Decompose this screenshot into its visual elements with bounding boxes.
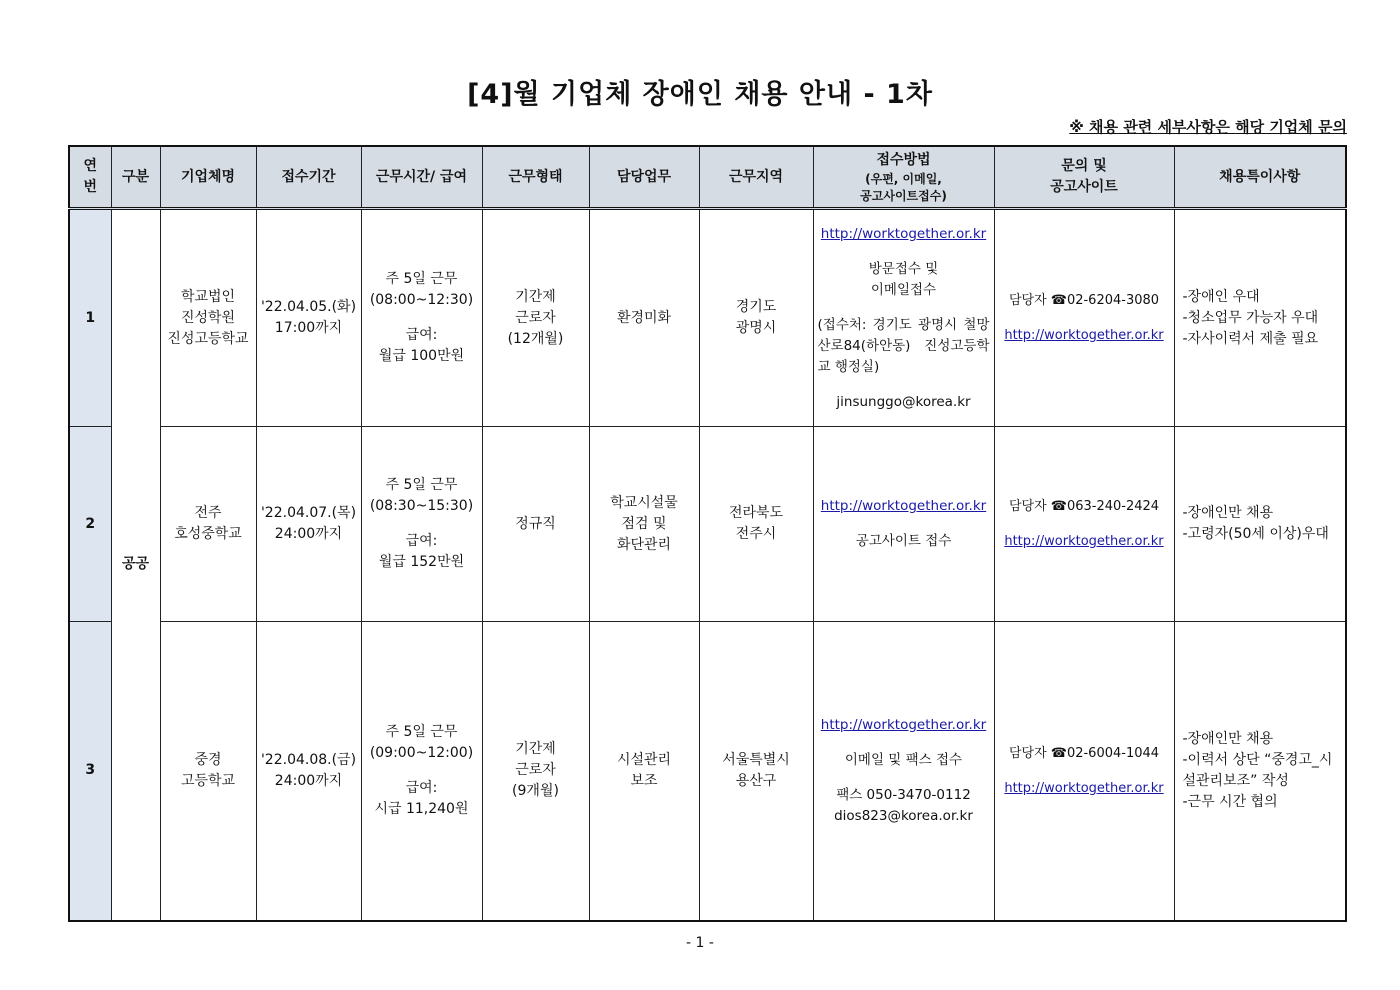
type-cell: 기간제 근로자 (12개월) (482, 209, 589, 427)
period-cell: '22.04.08.(금) 24:00까지 (256, 622, 361, 921)
special-item: -근무 시간 협의 (1182, 793, 1278, 810)
special-item: -장애인 우대 (1182, 288, 1260, 305)
method-cell (813, 427, 994, 622)
contact-link[interactable]: http://worktogether.or.kr (1004, 534, 1164, 549)
contact-phone: 담당자 ☎02-6004-1044 (1008, 745, 1160, 761)
row-num: 3 (69, 622, 111, 921)
job-table (68, 145, 1347, 922)
hours-pay-cell (361, 427, 482, 622)
special-item: -장애인만 채용 (1182, 505, 1274, 521)
method-email: jinsunggo@korea.kr (836, 393, 971, 410)
hours-text: 주 5일 근무 (09:00~12:00) (369, 723, 474, 761)
header-num: 연 번 (69, 146, 111, 209)
method-text: 공고사이트 접수 (855, 533, 952, 549)
header-method-title: 접수방법 (876, 151, 931, 168)
header-duty: 담당업무 (589, 146, 699, 209)
table-row (69, 209, 1346, 427)
special-item: -장애인만 채용 (1182, 730, 1274, 747)
duty-cell: 학교시설물 점검 및 화단관리 (589, 427, 699, 622)
method-link[interactable]: http://worktogether.or.kr (820, 498, 987, 514)
header-type: 근무형태 (482, 146, 589, 209)
hours-pay-cell (361, 209, 482, 427)
header-contact: 문의 및 공고사이트 (994, 146, 1174, 209)
contact-phone: 담당자 ☎063-240-2424 (1008, 499, 1160, 514)
header-category: 구분 (111, 146, 160, 209)
row-num: 2 (69, 427, 111, 622)
pay-text: 급여: 시급 11,240원 (374, 779, 469, 817)
method-link[interactable]: http://worktogether.or.kr (820, 225, 987, 242)
header-method-sub: (우편, 이메일, 공고사이트접수) (860, 171, 947, 203)
category-cell: 공공 (111, 209, 160, 921)
method-fax: 팩스 050-3470-0112 (836, 786, 971, 803)
method-cell (813, 622, 994, 921)
company-cell: 학교법인 진성학원 진성고등학교 (160, 209, 256, 427)
type-cell: 정규직 (482, 427, 589, 622)
page-title: [4]월 기업체 장애인 채용 안내 - 1차 (467, 79, 933, 110)
special-item: -자사이력서 제출 필요 (1182, 330, 1319, 347)
method-email: dios823@korea.or.kr (834, 807, 973, 824)
header-company: 기업체명 (160, 146, 256, 209)
hours-text: 주 5일 근무 (08:00~12:30) (369, 271, 474, 308)
header-period: 접수기간 (256, 146, 361, 209)
method-link[interactable]: http://worktogether.or.kr (820, 716, 987, 733)
special-item: -이력서 상단 “중경고_시설관리보조” 작성 (1182, 751, 1333, 789)
company-cell: 중경 고등학교 (160, 622, 256, 921)
special-cell (1174, 209, 1346, 427)
special-cell (1174, 622, 1346, 921)
location-cell: 경기도 광명시 (699, 209, 813, 427)
duty-cell: 환경미화 (589, 209, 699, 427)
pay-text: 급여: 월급 152만원 (378, 533, 465, 570)
special-item: -고령자(50세 이상)우대 (1182, 526, 1329, 542)
type-cell: 기간제 근로자 (9개월) (482, 622, 589, 921)
header-hours-pay: 근무시간/ 급여 (361, 146, 482, 209)
pay-text: 급여: 월급 100만원 (378, 327, 465, 364)
method-address: (접수처: 경기도 광명시 철망산로84(하안동) 진성고등학교 행정실) (817, 316, 990, 375)
special-item: -청소업무 가능자 우대 (1182, 309, 1319, 326)
header-location: 근무지역 (699, 146, 813, 209)
special-cell (1174, 427, 1346, 622)
table-row (69, 427, 1346, 622)
hours-pay-cell (361, 622, 482, 921)
method-text: 이메일 및 팩스 접수 (844, 751, 963, 768)
contact-cell (994, 427, 1174, 622)
method-text: 방문접수 및 이메일접수 (868, 260, 939, 298)
contact-link[interactable]: http://worktogether.or.kr (1004, 780, 1164, 796)
header-method (813, 146, 994, 209)
notice-text: ※ 채용 관련 세부사항은 해당 기업체 문의 (1069, 118, 1347, 136)
contact-cell (994, 622, 1174, 921)
duty-cell: 시설관리 보조 (589, 622, 699, 921)
location-cell: 전라북도 전주시 (699, 427, 813, 622)
location-cell: 서울특별시 용산구 (699, 622, 813, 921)
period-cell: '22.04.07.(목) 24:00까지 (256, 427, 361, 622)
contact-cell (994, 209, 1174, 427)
hours-text: 주 5일 근무 (08:30~15:30) (369, 477, 474, 514)
header-special: 채용특이사항 (1174, 146, 1346, 209)
contact-phone: 담당자 ☎02-6204-3080 (1008, 293, 1160, 308)
period-cell: '22.04.05.(화) 17:00까지 (256, 209, 361, 427)
company-cell: 전주 호성중학교 (160, 427, 256, 622)
page-number: - 1 - (686, 935, 714, 951)
table-row (69, 622, 1346, 921)
contact-link[interactable]: http://worktogether.or.kr (1004, 328, 1164, 343)
method-cell (813, 209, 994, 427)
row-num: 1 (69, 209, 111, 427)
